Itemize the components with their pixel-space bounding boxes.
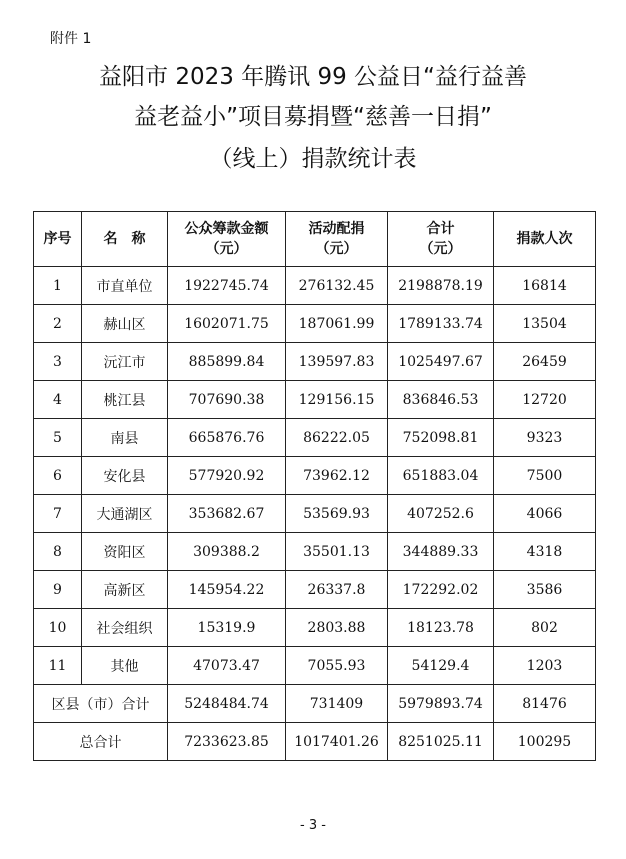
cell-public: 353682.67 [168, 495, 286, 533]
title-line-2: 益老益小”项目募捐暨“慈善一日捐” [134, 104, 492, 130]
subtotal-public: 5248484.74 [168, 685, 286, 723]
cell-name: 赫山区 [82, 305, 168, 343]
cell-match: 35501.13 [286, 533, 388, 571]
cell-name: 沅江市 [82, 343, 168, 381]
cell-seq: 10 [34, 609, 82, 647]
grand-total-row [34, 723, 596, 761]
cell-name: 资阳区 [82, 533, 168, 571]
cell-total: 407252.6 [388, 495, 494, 533]
table-row [34, 571, 596, 609]
cell-seq: 3 [34, 343, 82, 381]
header-name: 名 称 [82, 212, 168, 267]
table-row [34, 495, 596, 533]
header-public-amount [168, 212, 286, 267]
subtotal-donors: 81476 [494, 685, 596, 723]
cell-match: 129156.15 [286, 381, 388, 419]
grand-total-label: 总合计 [34, 723, 168, 761]
table-row [34, 305, 596, 343]
table-row [34, 457, 596, 495]
cell-public: 1922745.74 [168, 267, 286, 305]
cell-public: 145954.22 [168, 571, 286, 609]
header-public-line-2: （元） [205, 241, 248, 257]
cell-match: 86222.05 [286, 419, 388, 457]
cell-name: 桃江县 [82, 381, 168, 419]
cell-total: 1789133.74 [388, 305, 494, 343]
header-donors: 捐款人次 [494, 212, 596, 267]
cell-match: 187061.99 [286, 305, 388, 343]
cell-donors: 3586 [494, 571, 596, 609]
cell-public: 577920.92 [168, 457, 286, 495]
cell-donors: 4318 [494, 533, 596, 571]
cell-match: 2803.88 [286, 609, 388, 647]
cell-seq: 6 [34, 457, 82, 495]
cell-match: 139597.83 [286, 343, 388, 381]
donation-table [33, 211, 596, 761]
cell-total: 172292.02 [388, 571, 494, 609]
cell-seq: 1 [34, 267, 82, 305]
cell-public: 1602071.75 [168, 305, 286, 343]
cell-name: 高新区 [82, 571, 168, 609]
cell-public: 707690.38 [168, 381, 286, 419]
cell-match: 53569.93 [286, 495, 388, 533]
cell-donors: 1203 [494, 647, 596, 685]
cell-donors: 9323 [494, 419, 596, 457]
cell-name: 其他 [82, 647, 168, 685]
subtotal-label: 区县（市）合计 [34, 685, 168, 723]
cell-public: 665876.76 [168, 419, 286, 457]
page-number: - 3 - [300, 818, 326, 833]
grand-total-match: 1017401.26 [286, 723, 388, 761]
cell-donors: 26459 [494, 343, 596, 381]
cell-total: 54129.4 [388, 647, 494, 685]
cell-donors: 16814 [494, 267, 596, 305]
table-row [34, 267, 596, 305]
cell-seq: 11 [34, 647, 82, 685]
cell-public: 885899.84 [168, 343, 286, 381]
header-total-line-1: 合计 [426, 221, 455, 237]
grand-total-public: 7233623.85 [168, 723, 286, 761]
cell-donors: 7500 [494, 457, 596, 495]
cell-total: 18123.78 [388, 609, 494, 647]
header-public-line-1: 公众筹款金额 [184, 221, 269, 237]
title-line-1: 益阳市 2023 年腾讯 99 公益日“益行益善 [99, 64, 527, 90]
cell-name: 大通湖区 [82, 495, 168, 533]
cell-total: 344889.33 [388, 533, 494, 571]
grand-total-donors: 100295 [494, 723, 596, 761]
cell-name: 南县 [82, 419, 168, 457]
cell-match: 26337.8 [286, 571, 388, 609]
cell-match: 73962.12 [286, 457, 388, 495]
cell-donors: 13504 [494, 305, 596, 343]
cell-seq: 8 [34, 533, 82, 571]
attachment-label: 附件 1 [50, 31, 92, 47]
header-total-line-2: （元） [419, 241, 462, 257]
cell-total: 836846.53 [388, 381, 494, 419]
cell-name: 安化县 [82, 457, 168, 495]
cell-total: 1025497.67 [388, 343, 494, 381]
cell-name: 社会组织 [82, 609, 168, 647]
cell-donors: 802 [494, 609, 596, 647]
cell-public: 15319.9 [168, 609, 286, 647]
table-header-row [34, 212, 596, 267]
header-match-line-1: 活动配捐 [308, 221, 365, 237]
table-row [34, 533, 596, 571]
table-row [34, 647, 596, 685]
title-line-3: （线上）捐款统计表 [209, 146, 417, 172]
cell-seq: 9 [34, 571, 82, 609]
cell-seq: 5 [34, 419, 82, 457]
cell-public: 309388.2 [168, 533, 286, 571]
subtotal-row [34, 685, 596, 723]
header-match-line-2: （元） [315, 241, 358, 257]
subtotal-match: 731409 [286, 685, 388, 723]
cell-public: 47073.47 [168, 647, 286, 685]
cell-total: 752098.81 [388, 419, 494, 457]
table-row [34, 381, 596, 419]
cell-donors: 4066 [494, 495, 596, 533]
cell-seq: 4 [34, 381, 82, 419]
cell-seq: 7 [34, 495, 82, 533]
header-matching [286, 212, 388, 267]
cell-name: 市直单位 [82, 267, 168, 305]
header-seq: 序号 [34, 212, 82, 267]
header-total [388, 212, 494, 267]
table-row [34, 343, 596, 381]
cell-match: 7055.93 [286, 647, 388, 685]
table-row [34, 609, 596, 647]
subtotal-total: 5979893.74 [388, 685, 494, 723]
cell-total: 651883.04 [388, 457, 494, 495]
table-row [34, 419, 596, 457]
cell-total: 2198878.19 [388, 267, 494, 305]
cell-donors: 12720 [494, 381, 596, 419]
grand-total-total: 8251025.11 [388, 723, 494, 761]
cell-match: 276132.45 [286, 267, 388, 305]
cell-seq: 2 [34, 305, 82, 343]
